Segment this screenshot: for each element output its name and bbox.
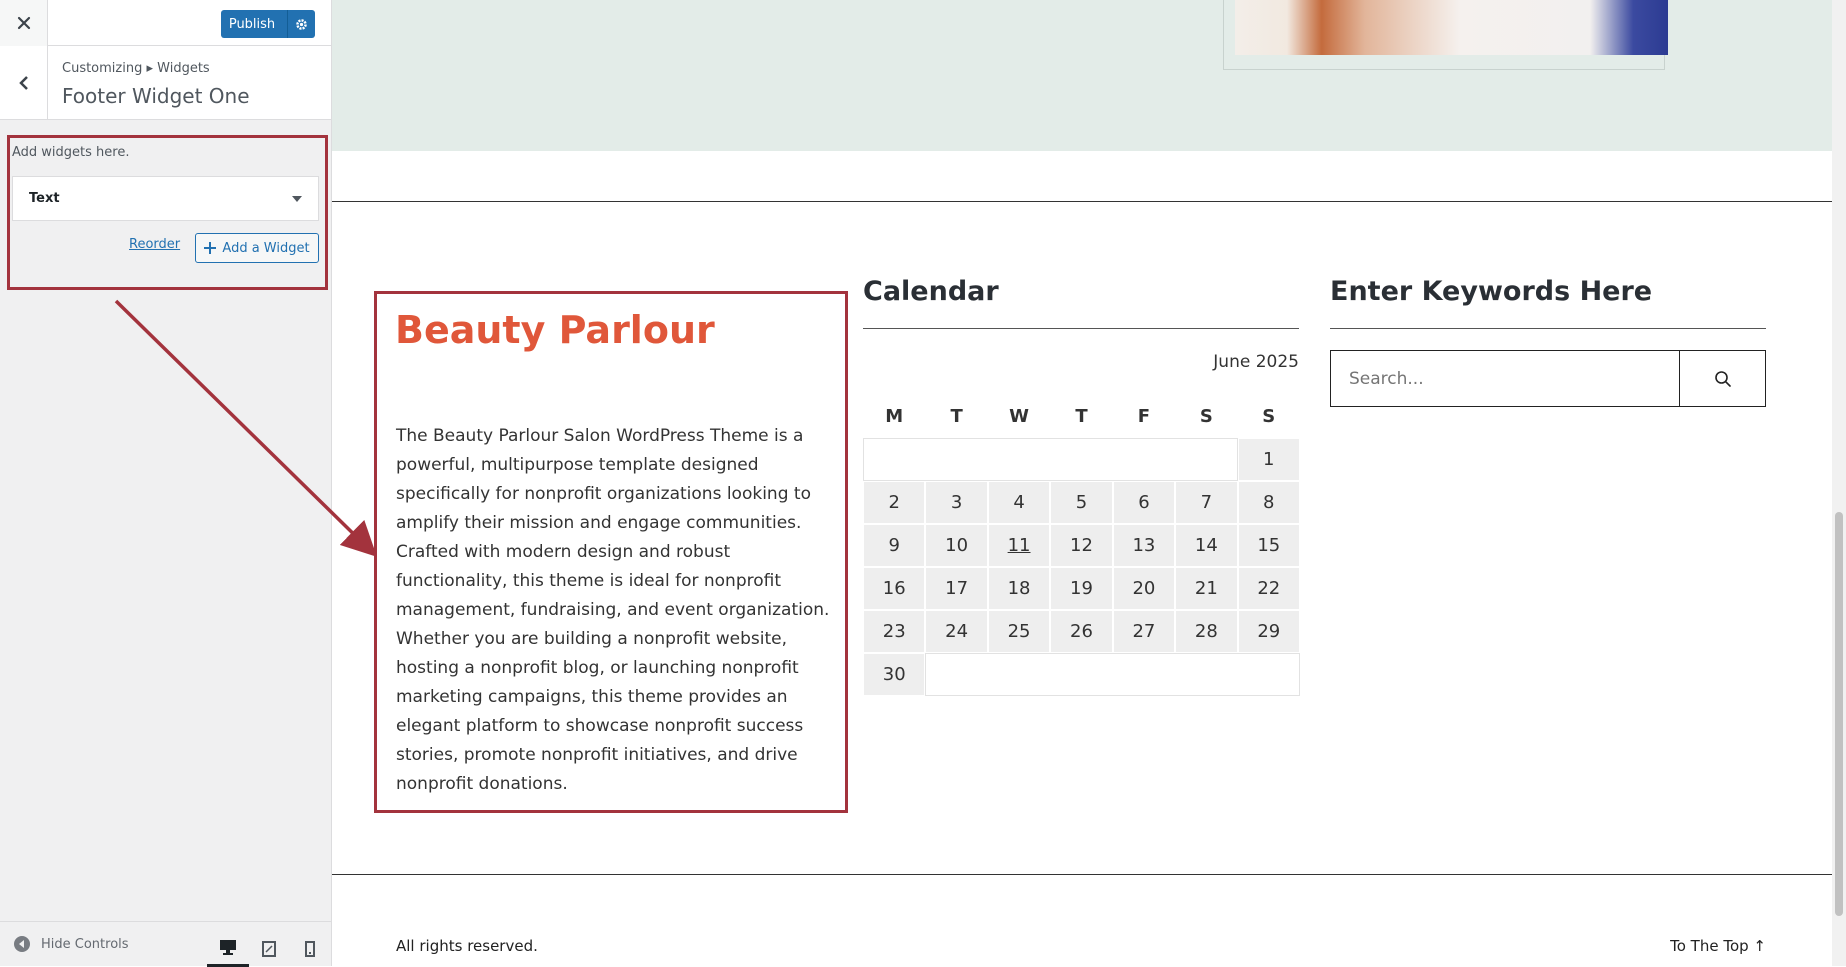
- calendar-day: 27: [1113, 610, 1175, 653]
- gear-icon: [295, 18, 308, 31]
- scrollbar-thumb[interactable]: [1835, 512, 1843, 916]
- calendar-day: 18: [988, 567, 1050, 610]
- calendar-day: 5: [1050, 481, 1112, 524]
- calendar-day: 9: [863, 524, 925, 567]
- hero-section: [332, 0, 1832, 151]
- calendar-weekday: M: [885, 406, 904, 427]
- calendar-day: 17: [925, 567, 987, 610]
- search-widget-title: Enter Keywords Here: [1330, 276, 1653, 307]
- hero-photo: [1235, 0, 1668, 55]
- calendar-day: 28: [1175, 610, 1237, 653]
- calendar-day: 20: [1113, 567, 1175, 610]
- about-text: The Beauty Parlour Salon WordPress Theme is a powerful, multipurpose template designed specifically for nonprofit organizations looking to amplify their mission and engage communities. Crafted with modern design and robust functionality, this theme is ideal for nonprofit management, fundraising, and event organization. Whether you are building a nonprofit website, hosting a nonprofit blog, or launching nonprofit marketing campaigns, this theme provides an elegant platform to showcase nonprofit success stories, promote nonprofit initiatives, and drive nonprofit donations.: [396, 426, 830, 794]
- plus-icon: [204, 242, 216, 254]
- calendar-grid: [863, 395, 1300, 696]
- calendar-day: 23: [863, 610, 925, 653]
- collapse-icon: [13, 935, 31, 953]
- desktop-icon: [219, 939, 237, 955]
- section-title: Footer Widget One: [62, 84, 250, 108]
- calendar-day: 22: [1238, 567, 1300, 610]
- calendar-title-rule: [863, 328, 1299, 329]
- search-title-rule: [1330, 328, 1766, 329]
- calendar-day: 30: [863, 653, 925, 696]
- search-button[interactable]: [1679, 350, 1766, 407]
- preview-scrollbar[interactable]: [1832, 0, 1846, 966]
- reorder-link[interactable]: Reorder: [129, 237, 181, 252]
- calendar-day: 4: [988, 481, 1050, 524]
- widget-title: Text: [29, 191, 60, 206]
- customizer-sidebar: [0, 0, 332, 966]
- calendar-day: 26: [1050, 610, 1112, 653]
- calendar-day: 1: [1238, 438, 1300, 481]
- calendar-day: 21: [1175, 567, 1237, 610]
- section-header: [0, 46, 331, 120]
- calendar-day: 13: [1113, 524, 1175, 567]
- tablet-icon: [262, 941, 276, 957]
- hide-controls-label: Hide Controls: [41, 936, 129, 952]
- hide-controls-button[interactable]: [13, 935, 129, 953]
- site-preview: [332, 0, 1832, 966]
- calendar-weekday: S: [1199, 406, 1213, 427]
- calendar-day-today: 11: [988, 524, 1050, 567]
- calendar-day: 7: [1175, 481, 1237, 524]
- customizer-header: [0, 0, 331, 46]
- calendar-day: 25: [988, 610, 1050, 653]
- calendar-weekday: W: [1009, 406, 1029, 427]
- about-title: Beauty Parlour: [395, 308, 715, 352]
- calendar-day: 2: [863, 481, 925, 524]
- calendar-day: 3: [925, 481, 987, 524]
- calendar-title: Calendar: [863, 276, 999, 307]
- back-button[interactable]: [0, 46, 48, 119]
- calendar-day: 12: [1050, 524, 1112, 567]
- calendar-day: 15: [1238, 524, 1300, 567]
- publish-label: Publish: [228, 16, 276, 32]
- calendar-day: 24: [925, 610, 987, 653]
- publish-settings-button[interactable]: [287, 10, 315, 38]
- close-icon: [17, 16, 31, 30]
- calendar-weekday: S: [1262, 406, 1276, 427]
- text-widget-toggle[interactable]: [12, 176, 319, 221]
- calendar-weekday: T: [1075, 406, 1088, 427]
- chevron-left-icon: [18, 75, 30, 91]
- calendar-pad: [925, 653, 1300, 696]
- preview-desktop-button[interactable]: [207, 930, 249, 967]
- copyright-text: All rights reserved.: [396, 937, 538, 955]
- calendar-weekday: T: [950, 406, 963, 427]
- add-widget-label: Add a Widget: [222, 240, 310, 256]
- search-icon: [1714, 370, 1732, 388]
- add-widgets-hint: Add widgets here.: [12, 145, 130, 160]
- mobile-icon: [305, 941, 315, 957]
- calendar-day: 16: [863, 567, 925, 610]
- calendar-day: 8: [1238, 481, 1300, 524]
- preview-tablet-button[interactable]: [248, 930, 290, 967]
- search-input[interactable]: [1330, 350, 1680, 407]
- to-top-link[interactable]: To The Top ↑: [1670, 937, 1766, 955]
- calendar-day: 14: [1175, 524, 1237, 567]
- footer-bottom-divider: [332, 874, 1832, 875]
- publish-button[interactable]: [221, 10, 315, 38]
- calendar-day: 6: [1113, 481, 1175, 524]
- caret-down-icon: [292, 196, 302, 202]
- calendar-weekday: F: [1137, 406, 1151, 427]
- footer-top-divider: [332, 201, 1832, 202]
- breadcrumb: Customizing ▸ Widgets: [62, 61, 210, 76]
- customizer-footer: [0, 921, 331, 966]
- calendar-day: 10: [925, 524, 987, 567]
- calendar-pad: [863, 438, 1238, 481]
- calendar-day: 29: [1238, 610, 1300, 653]
- calendar-caption: June 2025: [1213, 352, 1299, 372]
- calendar-day: 19: [1050, 567, 1112, 610]
- close-customizer-button[interactable]: [0, 0, 48, 46]
- preview-mobile-button[interactable]: [289, 930, 331, 967]
- add-widget-button[interactable]: [195, 233, 319, 263]
